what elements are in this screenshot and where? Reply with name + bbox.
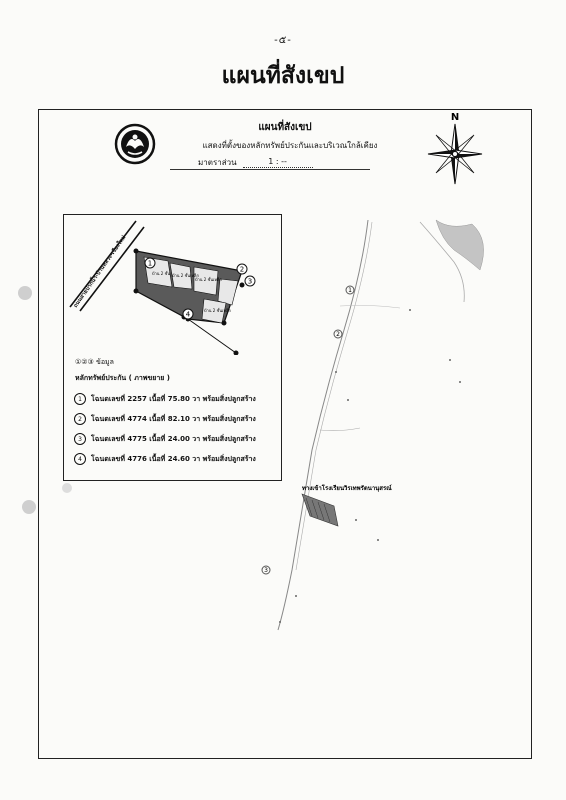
inset-building-label: บ้าน 2 ชั้นเหล็ก (172, 273, 199, 278)
legend-number: 1 (74, 393, 86, 405)
area-map-marker: 2 (336, 331, 340, 338)
compass-rose-icon (422, 110, 488, 190)
area-map-marker: 3 (264, 567, 268, 574)
legend-number: 4 (74, 453, 86, 465)
title-underline (170, 169, 370, 170)
inset-plot-number: 2 (239, 265, 245, 274)
legend-item (74, 393, 256, 405)
map-title: แผนที่สังเขป (258, 122, 312, 133)
page-number: -๕- (274, 35, 292, 46)
legend-item (74, 413, 256, 425)
binder-hole (22, 500, 36, 514)
legend-heading: ①②③ ข้อมูล (75, 358, 114, 366)
legend-item (74, 453, 256, 465)
inset-plot-number: 4 (185, 310, 191, 319)
area-map-marker: 1 (348, 287, 352, 294)
legend-text: โฉนดเลขที่ 2257 เนื้อที่ 75.80 วา พร้อมสิ่งปลูกสร้าง (91, 394, 256, 403)
inset-plot-number: 3 (247, 277, 253, 286)
scale-row (198, 156, 348, 169)
legend-number: 3 (74, 433, 86, 445)
inset-building-label: บ้าน 2 ชั้นเหล็ก (195, 277, 222, 282)
scale-value: 1 : -- (243, 157, 313, 168)
binder-hole (18, 286, 32, 300)
legend-number: 2 (74, 413, 86, 425)
compass-north-letter: N (450, 112, 460, 123)
map-subtitle: แสดงที่ตั้งของหลักทรัพย์ประกันและบริเวณใกล้เคียง (202, 141, 378, 150)
page-title: แผนที่สังเขป (221, 63, 345, 89)
inset-building-label: บ้าน 2 ชั้น (152, 271, 171, 276)
road-label: ถนนสายปากน้ำ-บ้านหลวง-เชียงใหม่ (72, 234, 128, 310)
legend-text: โฉนดเลขที่ 4774 เนื้อที่ 82.10 วา พร้อมสิ่งปลูกสร้าง (91, 414, 256, 423)
inset-building-label: บ้าน 2 ชั้นเหล็ก (204, 308, 231, 313)
legend-subheading: หลักทรัพย์ประกัน ( ภาพขยาย ) (75, 374, 171, 382)
landmark-label: ทางเข้าโรงเรียนวิรเทพรัตนานุสรณ์ (302, 485, 392, 492)
legend-text: โฉนดเลขที่ 4775 เนื้อที่ 24.00 วา พร้อมสิ่งปลูกสร้าง (91, 434, 256, 443)
legend-text: โฉนดเลขที่ 4776 เนื้อที่ 24.60 วา พร้อมสิ่งปลูกสร้าง (91, 454, 256, 463)
scale-label: มาตราส่วน (198, 158, 237, 167)
area-map (240, 210, 500, 640)
organization-logo-icon (114, 123, 156, 165)
inset-plot-number: 1 (147, 259, 153, 268)
legend-item (74, 433, 256, 445)
